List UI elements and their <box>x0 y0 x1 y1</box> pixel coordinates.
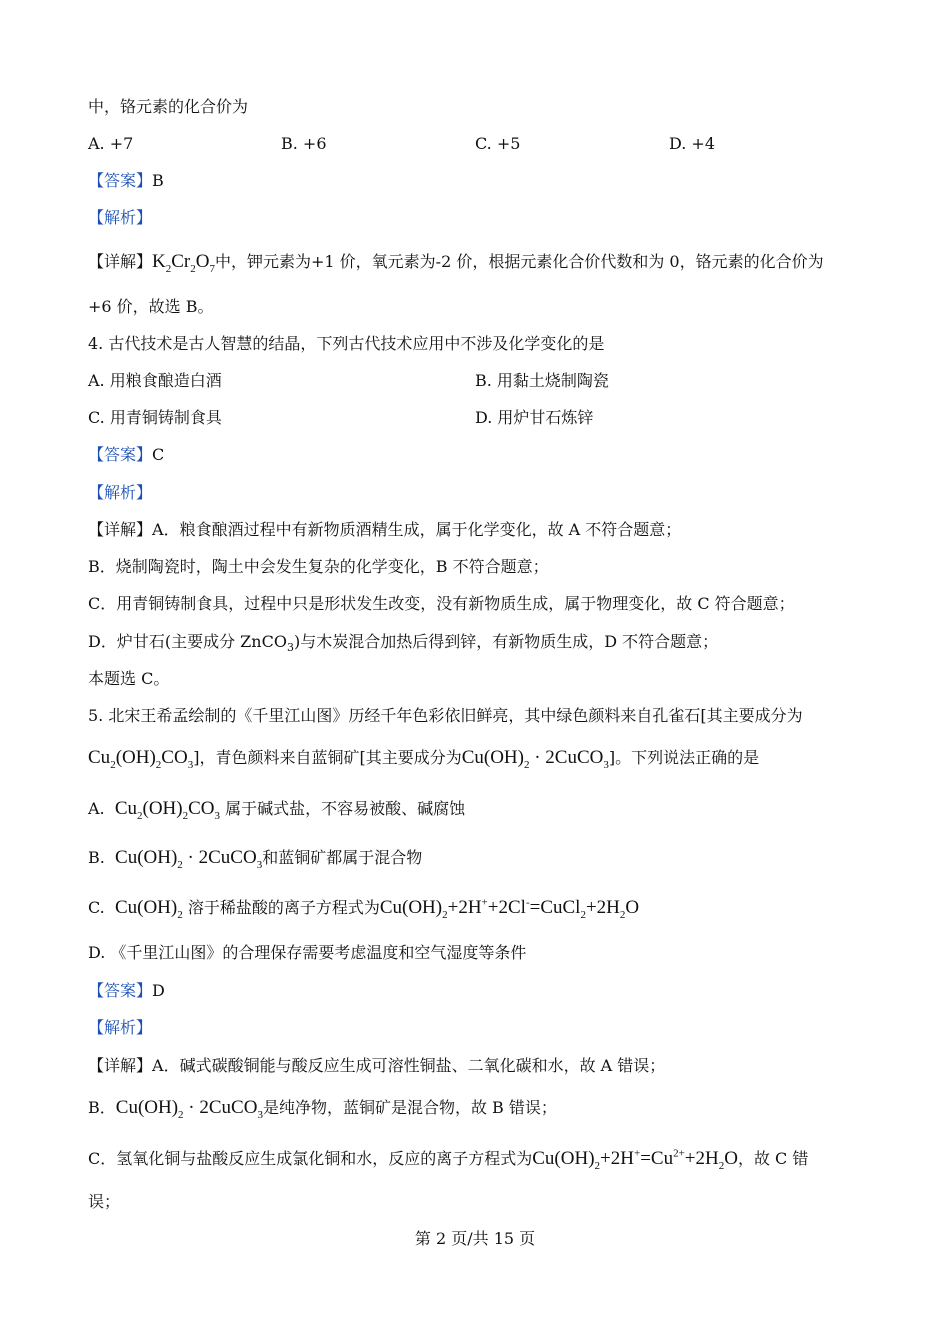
q3-stem-tail: 中，铬元素的化合价为 <box>88 97 249 116</box>
q5-stem-line2 <box>88 747 759 769</box>
answer-tag: 【答案】 <box>88 981 153 1000</box>
q5-option-a: A. $Cu_2(OH)_2CO_3$ 属于碱式盐，不容易被酸、碱腐蚀 <box>88 798 466 822</box>
q5-option-c: C. $Cu(OH)_2$ 溶于稀盐酸的离子方程式为$Cu(OH)_2+2H^++2Cl^-=CuCl_2+2H_2O$ <box>88 896 640 921</box>
q4-detail-b: B．烧制陶瓷时，陶土中会发生复杂的化学变化，B 不符合题意； <box>88 557 549 576</box>
q5-detail-a <box>88 1055 665 1077</box>
q5-detail-a-text: A．碱式碳酸铜能与酸反应生成可溶性铜盐、二氧化碳和水，故 A 错误； <box>152 1056 666 1075</box>
q3-detail-end: +6 价，故选 B。 <box>88 297 214 316</box>
q4-detail-d-pre: D．炉甘石(主要成分 ZnCO <box>88 632 287 651</box>
answer-value: D <box>152 981 165 1000</box>
q5-analysis-tag: 【解析】 <box>88 1018 153 1037</box>
q5-option-a-text: 属于碱式盐，不容易被酸、碱腐蚀 <box>225 799 466 818</box>
q3-option-c: C. +5 <box>475 134 521 153</box>
q4-detail-c: C．用青铜铸制食具，过程中只是形状发生改变，没有新物质生成，属于物理变化，故 C 符合题意； <box>88 594 795 613</box>
q5-answer <box>88 980 165 1002</box>
formula-cuoh2: $Cu(OH)_2$ <box>114 897 183 921</box>
formula-malachite: $Cu_2(OH)_2CO_3$ <box>88 747 194 771</box>
formula-ionic-equation-c: $Cu(OH)_2+2H^++2Cl^-=CuCl_2+2H_2O$ <box>379 896 640 921</box>
q3-detail <box>88 251 824 273</box>
page-footer: 第 2 页/共 15 页 <box>414 1229 536 1248</box>
formula-azurite: $Cu(OH)_2$ · 2CuCO$_3$ <box>115 1097 263 1121</box>
q3-answer <box>88 170 164 192</box>
q4-detail-a <box>88 519 681 541</box>
q5-option-c-text: 溶于稀盐酸的离子方程式为 <box>187 898 380 917</box>
formula-azurite: $Cu(OH)_2$ · 2CuCO$_3$ <box>115 847 263 871</box>
formula-malachite: $Cu_2(OH)_2CO_3$ <box>114 798 221 822</box>
q5-option-b-text: 和蓝铜矿都属于混合物 <box>262 848 423 867</box>
detail-tag: 【详解】 <box>88 520 153 539</box>
q5-detail-c-text: C．氢氧化铜与盐酸反应生成氯化铜和水，反应的离子方程式为 <box>88 1149 533 1168</box>
formula-azurite: $Cu(OH)_2$ · 2CuCO$_3$ <box>461 747 609 771</box>
q4-option-d: D. 用炉甘石炼锌 <box>475 408 594 427</box>
q4-analysis-tag: 【解析】 <box>88 483 153 502</box>
q5-stem-mid: ]，青色颜料来自蓝铜矿[其主要成分为 <box>193 748 462 767</box>
q4-detail-d: D．炉甘石(主要成分 ZnCO$_3$)与木炭混合加热后得到锌，有新物质生成，D 不符合题意； <box>88 632 719 655</box>
q4-option-b: B. 用黏土烧制陶瓷 <box>475 371 609 390</box>
formula-ionic-equation-correct: $Cu(OH)_2+2H^+=Cu^{2+}+2H_2O$ <box>532 1147 738 1172</box>
q4-option-a: A. 用粮食酿造白酒 <box>88 371 222 390</box>
q5-option-d: D. 《千里江山图》的合理保存需要考虑温度和空气湿度等条件 <box>88 943 527 962</box>
q5-stem-end: ]。下列说法正确的是 <box>608 748 760 767</box>
q5-detail-b-text: 是纯净物，蓝铜矿是混合物，故 B 错误； <box>262 1098 557 1117</box>
q4-detail-d-post: )与木炭混合加热后得到锌，有新物质生成，D 不符合题意； <box>293 632 719 651</box>
q4-option-c: C. 用青铜铸制食具 <box>88 408 222 427</box>
q4-conclusion: 本题选 C。 <box>88 669 170 688</box>
q4-detail-a-text: A．粮食酿酒过程中有新物质酒精生成，属于化学变化，故 A 不符合题意； <box>152 520 682 539</box>
q3-option-a: A. +7 <box>88 134 134 153</box>
q5-stem-line1: 5. 北宋王希孟绘制的《千里江山图》历经千年色彩依旧鲜亮，其中绿色颜料来自孔雀石[其主要成分为 <box>88 706 803 725</box>
q4-stem: 4. 古代技术是古人智慧的结晶，下列古代技术应用中不涉及化学变化的是 <box>88 334 605 353</box>
q5-detail-c <box>88 1148 808 1170</box>
q5-option-b: B. $Cu(OH)_2$ · 2CuCO$_3$和蓝铜矿都属于混合物 <box>88 847 423 871</box>
answer-value: C <box>152 445 165 464</box>
q4-answer <box>88 444 164 466</box>
detail-tag: 【详解】 <box>88 252 153 271</box>
answer-tag: 【答案】 <box>88 445 153 464</box>
q3-option-b: B. +6 <box>281 134 327 153</box>
q3-analysis-tag: 【解析】 <box>88 208 153 227</box>
q3-detail-text: 中，钾元素为+1 价，氧元素为-2 价，根据元素化合价代数和为 0，铬元素的化合价为 <box>214 252 824 271</box>
answer-tag: 【答案】 <box>88 171 153 190</box>
answer-value: B <box>152 171 164 190</box>
q5-detail-c-end: ，故 C 错 <box>737 1149 809 1168</box>
q5-detail-b: B．$Cu(OH)_2$ · 2CuCO$_3$是纯净物，蓝铜矿是混合物，故 B 错误； <box>88 1097 557 1121</box>
q5-detail-c-wrap: 误； <box>88 1192 121 1211</box>
q3-option-d: D. +4 <box>669 134 716 153</box>
formula-k2cr2o7: $K_2Cr_2O_7$ <box>152 251 215 275</box>
detail-tag: 【详解】 <box>88 1056 153 1075</box>
